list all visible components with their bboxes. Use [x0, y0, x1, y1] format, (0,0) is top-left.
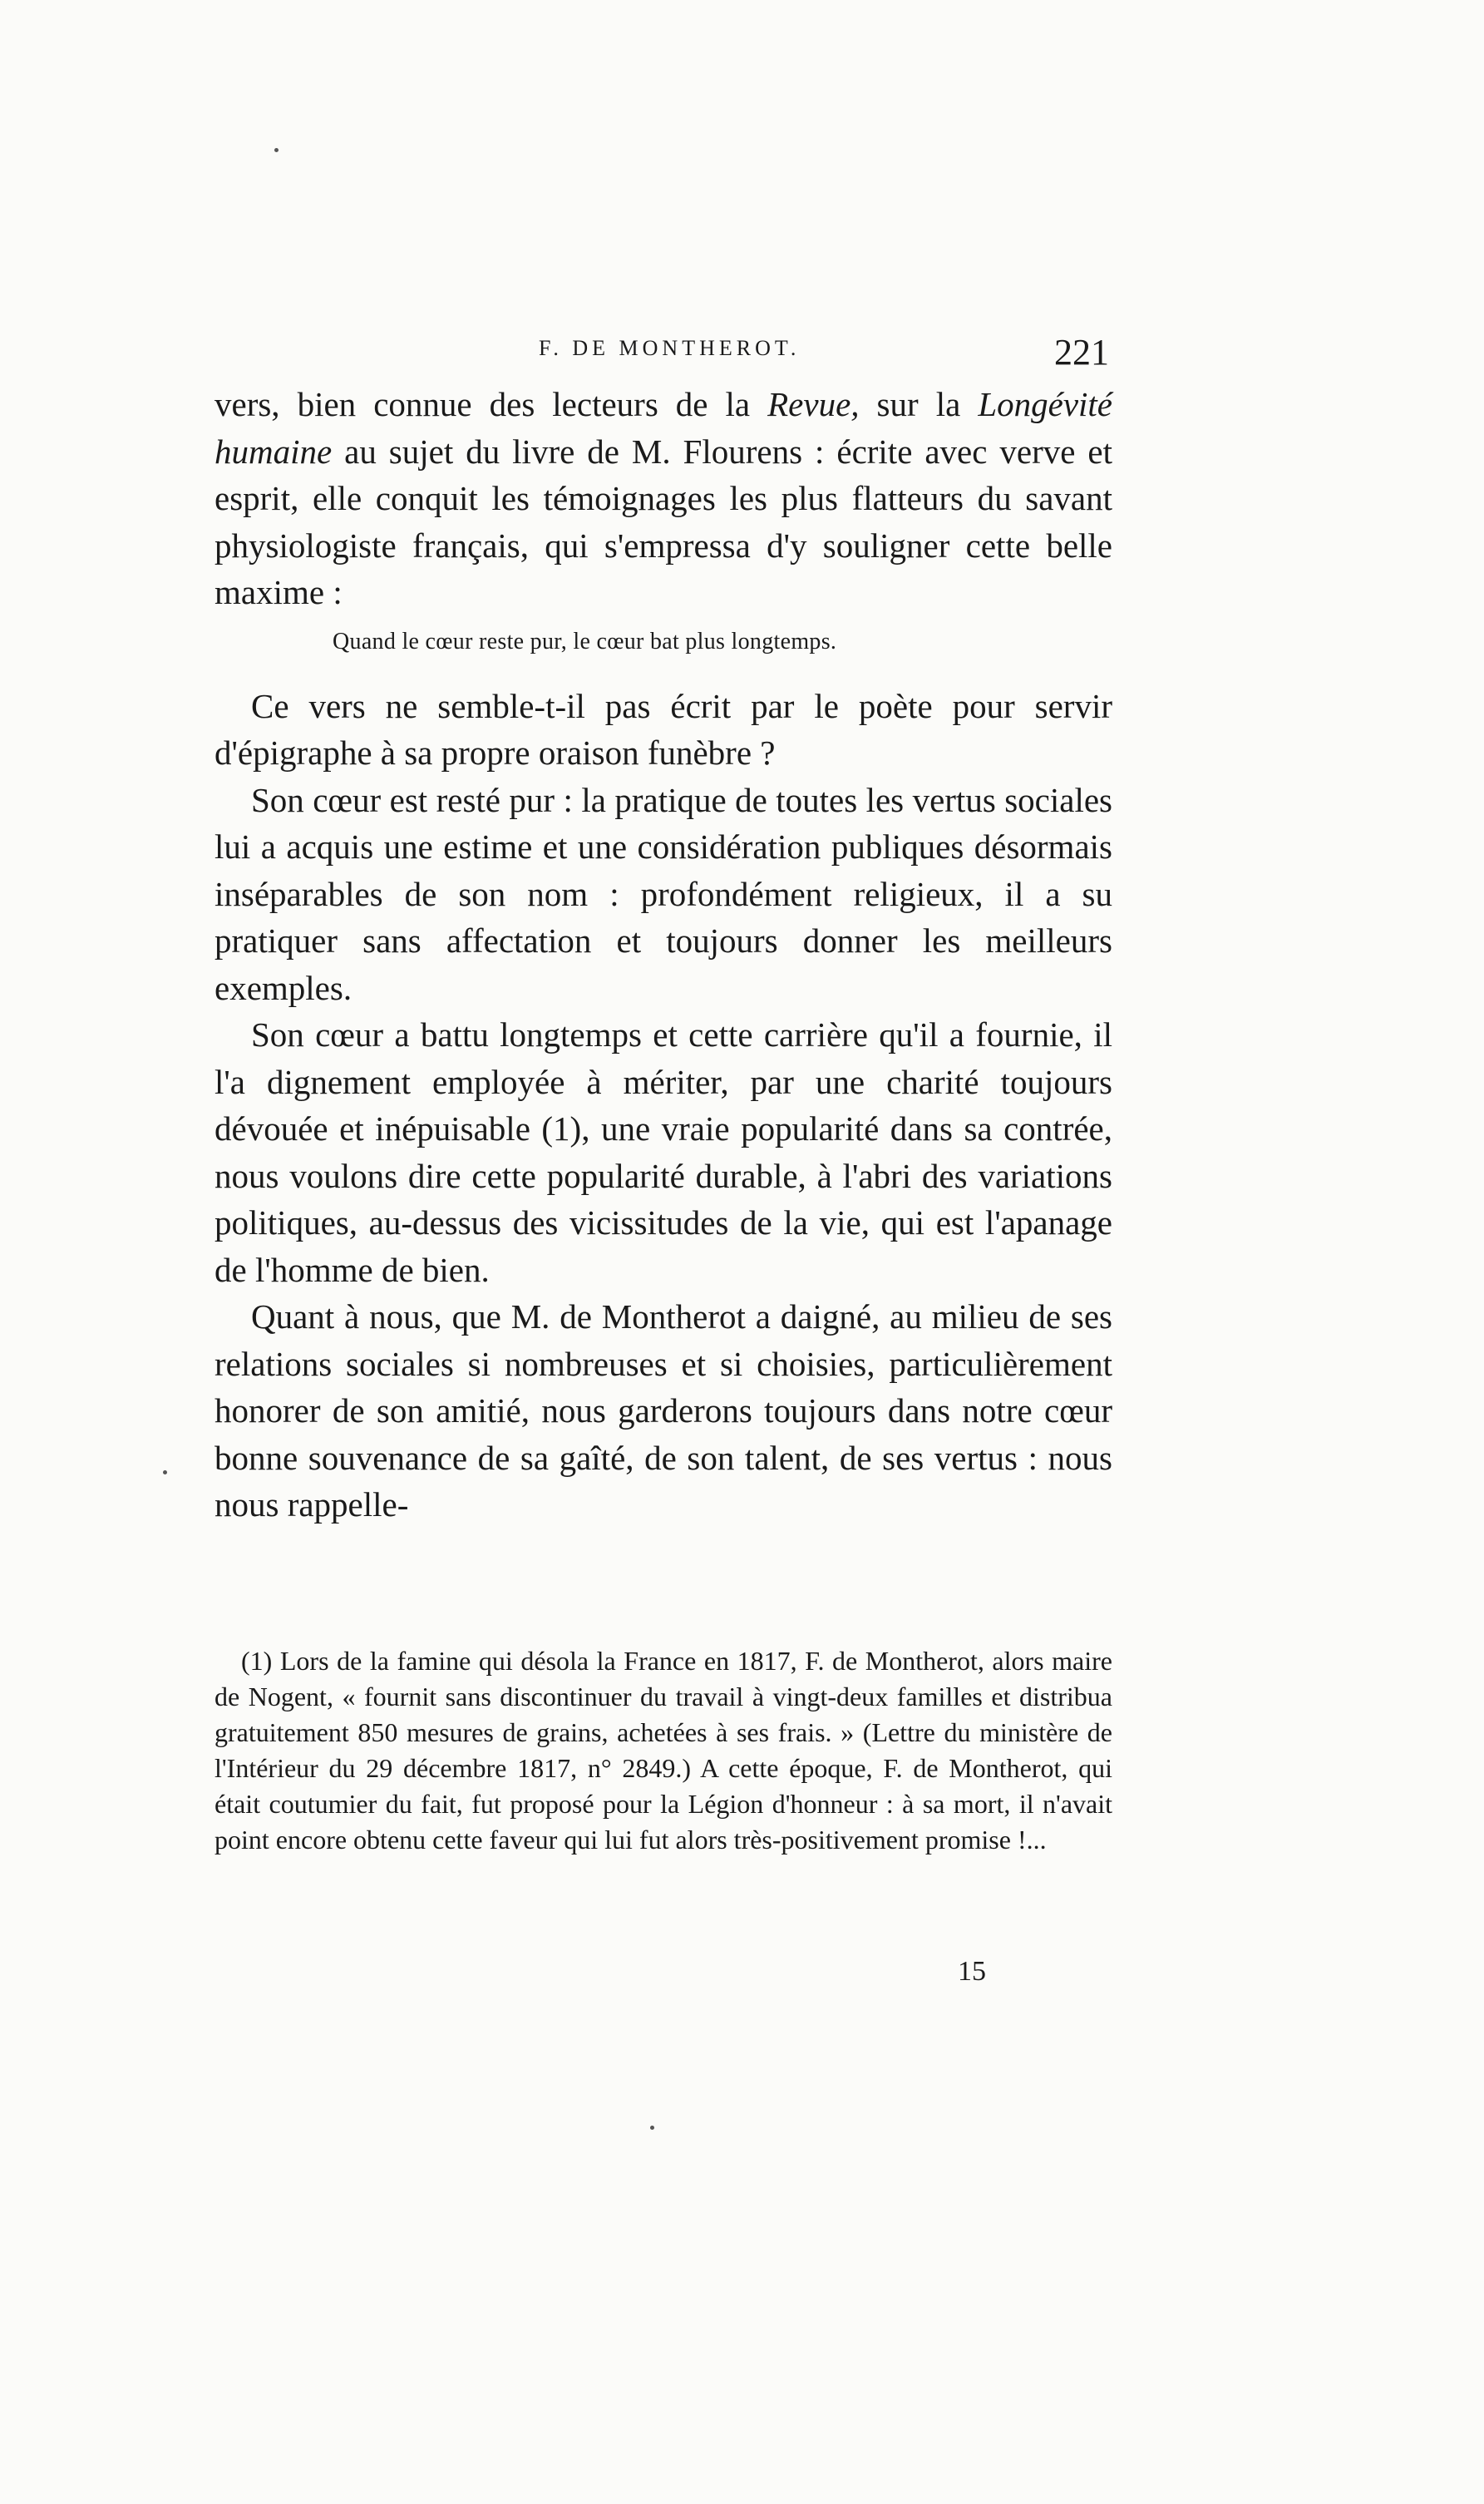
speck-1: [274, 148, 279, 152]
speck-2: [163, 1470, 167, 1474]
paragraph-1-start: vers, bien connue des lecteurs de la: [214, 385, 768, 423]
signature-mark: 15: [958, 1956, 986, 1987]
paragraph-1-middle: sur la: [859, 385, 979, 423]
page-number: 221: [1054, 332, 1109, 373]
speck-3: [650, 2126, 654, 2130]
running-head: [214, 331, 1112, 373]
paragraph-3: Son cœur est resté pur : la pratique de toutes les vertus sociales lui a acquis une estime et une considération publiques désormais inséparables de son nom : profondément religieux, il a su pratiquer sans affectation et toujours donner les meilleurs exemples.: [214, 780, 1112, 1007]
paragraph-1-italic-revue: Revue,: [767, 385, 860, 423]
footnote: (1) Lors de la famine qui désola la France en 1817, F. de Montherot, alors maire de Nogent, « fournit sans discontinuer du travail à vingt-deux familles et distribua gratuitement 850 mesures de grains, achetées à ses frais. » (Lettre du ministère de l'Intérieur du 29 décembre 1817, n° 2849.) A cette époque, F. de Montherot, qui était coutumier du fait, fut proposé pour la Légion d'honneur : à sa mort, il n'avait point encore obtenu cette faveur qui lui fut alors très-positivement promise !...: [214, 1646, 1112, 1855]
quote-line: Quand le cœur reste pur, le cœur bat plus longtemps.: [333, 628, 837, 654]
paragraph-2: Ce vers ne semble-t-il pas écrit par le poète pour servir d'épigraphe à sa propre oraison funèbre ?: [214, 686, 1112, 772]
running-title: F. DE MONTHEROT.: [539, 336, 801, 360]
paragraph-4: Son cœur a battu longtemps et cette carrière qu'il a fournie, il l'a dignement employée à mériter, par une charité toujours dévouée et inépuisable (1), une vraie popularité dans sa contrée, nous voulons dire cette popularité durable, à l'abri des variations politiques, au-dessus des vicissitudes de la vie, qui est l'apanage de l'homme de bien.: [214, 1015, 1112, 1289]
paragraph-1-end: au sujet du livre de M. Flourens : écrite avec verve et esprit, elle conquit les témoignages les plus flatteurs du savant physiologiste français, qui s'empressa d'y souligner cette belle maxime :: [214, 432, 1112, 611]
body-text: [214, 381, 1112, 1529]
paragraph-1-italic-longevite: Longévité humaine: [214, 385, 1112, 471]
paragraph-5: Quant à nous, que M. de Montherot a daigné, au milieu de ses relations sociales si nombreuses et si choisies, particulièrement honorer de son amitié, nous garderons toujours dans notre cœur bonne souvenance de sa gaîté, de son talent, de ses vertus : nous nous rappelle-: [214, 1297, 1112, 1524]
paragraph-1: [214, 381, 1112, 616]
